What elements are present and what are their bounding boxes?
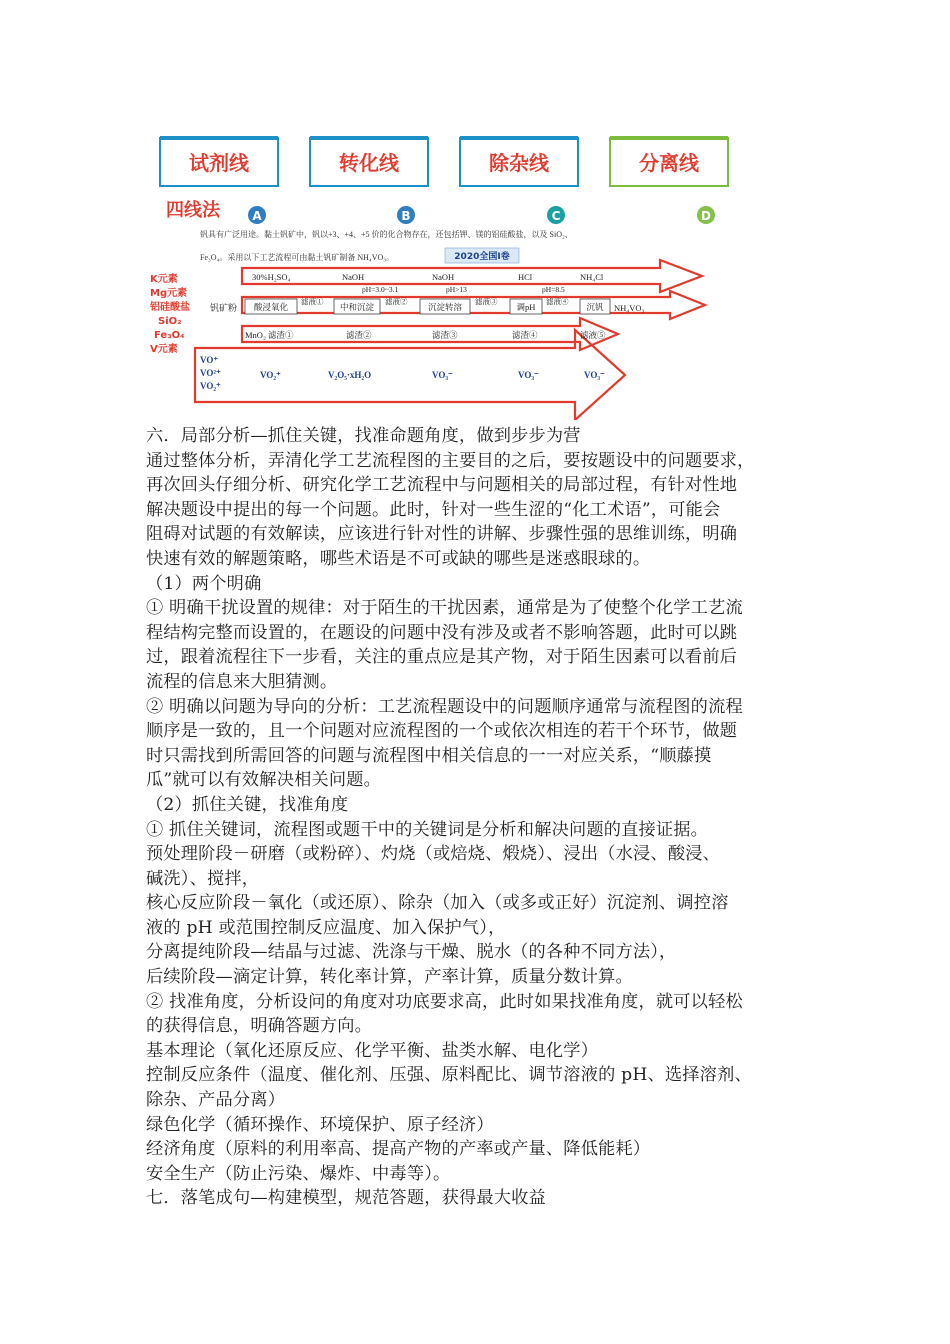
paragraph-line: 核心反应阶段－氧化（或还原）、除杂（加入（或多或正好）沉淀剂、调控溶 <box>146 893 729 914</box>
svg-text:中和沉淀: 中和沉淀 <box>339 302 375 312</box>
svg-text:滤液②: 滤液② <box>385 297 408 306</box>
svg-text:滤液④: 滤液④ <box>546 297 569 306</box>
svg-text:30%H₂SO₄: 30%H₂SO₄ <box>252 272 291 282</box>
svg-text:调pH: 调pH <box>516 302 536 312</box>
card-label: 除杂线 <box>489 151 549 175</box>
svg-text:VO⁺: VO⁺ <box>200 355 219 365</box>
product: NH₄VO₃ <box>614 303 645 313</box>
paragraph-line: 时只需找到所需回答的问题与流程图中相关信息的一一对应关系，“顺藤摸 <box>146 745 712 766</box>
svg-text:铝硅酸盐: 铝硅酸盐 <box>150 302 190 313</box>
svg-text:NH₄Cl: NH₄Cl <box>580 272 604 282</box>
svg-text:滤液③: 滤液③ <box>475 297 498 306</box>
svg-text:HCl: HCl <box>518 272 533 282</box>
svg-text:C: C <box>551 209 561 223</box>
svg-text:滤液⑤: 滤液⑤ <box>580 330 606 340</box>
paragraph-line: 安全生产（防止污染、爆炸、中毒等）。 <box>146 1163 451 1184</box>
intro-line: 钒具有广泛用途。黏土钒矿中，钒以+3、+4、+5 价的化合物存在，还包括钾、镁的铝硅酸盐，以及 SiO₂、 <box>200 230 573 239</box>
paragraph-line: 碱洗）、搅拌， <box>146 868 260 889</box>
paragraph-line: ① 明确干扰设置的规律：对于陌生的干扰因素，通常是为了使整个化学工艺流 <box>146 598 743 619</box>
paragraph-line: 再次回头仔细分析、研究化学工艺流程中与问题相关的局部过程，有针对性地 <box>146 475 738 496</box>
intro-line: Fe₃O₄。采用以下工艺流程可由黏土钒矿制备 NH₄VO₃。 <box>200 253 395 262</box>
subheading: （2）抓住关键，找准角度 <box>146 794 349 815</box>
paragraph-line: 液的 pH 或范围控制反应温度、加入保护气）， <box>146 917 506 938</box>
section-heading: 六．局部分析—抓住关键，找准命题角度，做到步步为营 <box>146 426 581 446</box>
paragraph-line: ② 找准角度，分析设问的角度对功底要求高，此时如果找准角度，就可以轻松 <box>146 991 743 1012</box>
paragraph-line: 分离提纯阶段—结晶与过滤、洗涤与干燥、脱水（的各种不同方法）， <box>146 942 677 963</box>
svg-text:MnO₂ 滤渣①: MnO₂ 滤渣① <box>245 330 294 340</box>
method-title: 四线法 <box>166 200 220 221</box>
svg-text:VO₃⁻: VO₃⁻ <box>432 370 453 380</box>
card-label: 转化线 <box>339 151 399 175</box>
svg-text:滤渣③: 滤渣③ <box>432 330 458 340</box>
exam-badge: 2020全国I卷 <box>454 252 510 262</box>
paragraph-line: 除杂、产品分离） <box>146 1090 286 1111</box>
residue-arrow <box>242 318 618 350</box>
svg-text:pH=8.5: pH=8.5 <box>542 285 565 294</box>
flow-arrows <box>195 260 705 420</box>
paragraph-line: 瓜”就可以有效解决相关问题。 <box>146 770 382 791</box>
conditions-row <box>362 285 565 294</box>
paragraph-line: 阻碍对试题的有效解读，应该进行针对性的讲解、步骤性强的思维训练，明确 <box>146 524 738 545</box>
body-text <box>146 424 826 1211</box>
paragraph-line: 解决题设中提出的每一个问题。此时，针对一些生涩的“化工术语”，可能会 <box>146 499 721 520</box>
paragraph-line: 程结构完整而设置的，在题设的问题中没有涉及或者不影响答题，此时可以跳 <box>146 622 738 643</box>
svg-text:VO₃⁻: VO₃⁻ <box>584 370 605 380</box>
paragraph-line: 顺序是一致的，且一个问题对应流程图的一个或依次相连的若干个环节，做题 <box>146 721 738 742</box>
paragraph-line: 快速有效的解题策略，哪些术语是不可或缺的哪些是迷惑眼球的。 <box>146 548 651 569</box>
svg-text:Mg元素: Mg元素 <box>150 288 188 299</box>
paragraph-line: 的获得信息，明确答题方向。 <box>146 1016 373 1037</box>
paragraph-line: 后续阶段—滴定计算，转化率计算，产率计算，质量分数计算。 <box>146 967 633 988</box>
section-heading: 七．落笔成句—构建模型，规范答题，获得最大收益 <box>146 1188 546 1209</box>
vanadium-species <box>200 355 605 391</box>
svg-text:V₂O₅·xH₂O: V₂O₅·xH₂O <box>328 370 372 380</box>
paragraph-line: 预处理阶段－研磨（或粉碎）、灼烧（或焙烧、煅烧）、浸出（水浸、酸浸、 <box>146 844 720 865</box>
svg-text:滤渣②: 滤渣② <box>346 330 372 340</box>
paragraph-line: 通过整体分析，弄清化学工艺流程图的主要目的之后，要按题设中的问题要求， <box>146 450 755 471</box>
card-separation-line <box>610 136 728 224</box>
reagent-arrow <box>242 260 702 292</box>
residues-row <box>245 330 606 340</box>
svg-text:酸浸氧化: 酸浸氧化 <box>253 302 289 312</box>
svg-text:VO₂⁺: VO₂⁺ <box>260 370 281 380</box>
svg-text:VO₃⁻: VO₃⁻ <box>518 370 539 380</box>
left-element-labels <box>150 272 190 355</box>
svg-text:VO₂⁺: VO₂⁺ <box>200 381 221 391</box>
start-material: 钒矿粉 <box>210 303 238 313</box>
svg-text:VO²⁺: VO²⁺ <box>200 368 221 378</box>
paragraph-line: ② 明确以问题为导向的分析：工艺流程题设中的问题顺序通常与流程图的流程 <box>146 696 743 717</box>
paragraph-line: 过，跟着流程往下一步看，关注的重点应是其产物，对于陌生因素可以看前后 <box>146 647 738 668</box>
svg-text:V元素: V元素 <box>150 344 178 355</box>
svg-text:K元素: K元素 <box>150 274 178 285</box>
svg-text:SiO₂: SiO₂ <box>158 316 182 327</box>
subheading: （1）两个明确 <box>146 573 262 594</box>
svg-text:NaOH: NaOH <box>342 272 365 282</box>
card-label: 分离线 <box>639 151 699 175</box>
svg-text:滤液①: 滤液① <box>301 297 324 306</box>
card-conversion-line <box>310 136 428 224</box>
svg-text:pH>13: pH>13 <box>446 285 467 294</box>
paragraph-line: 绿色化学（循环操作、环境保护、原子经济） <box>146 1114 494 1135</box>
svg-text:pH=3.0~3.1: pH=3.0~3.1 <box>362 285 399 294</box>
process-flow-figure <box>150 130 750 420</box>
reagents-row <box>252 272 604 282</box>
svg-text:沉淀转溶: 沉淀转溶 <box>427 302 463 312</box>
paragraph-line: ① 抓住关键词，流程图或题干中的关键词是分析和解决问题的直接证据。 <box>146 819 709 840</box>
svg-text:NaOH: NaOH <box>432 272 455 282</box>
card-impurity-line <box>460 136 578 224</box>
paragraph-line: 基本理论（氧化还原反应、化学平衡、盐类水解、电化学） <box>146 1040 599 1061</box>
svg-text:A: A <box>252 209 262 223</box>
paragraph-line: 经济角度（原料的利用率高、提高产物的产率或产量、降低能耗） <box>146 1139 651 1160</box>
paragraph-line: 流程的信息来大胆猜测。 <box>146 671 338 692</box>
svg-text:滤渣④: 滤渣④ <box>512 330 538 340</box>
paragraph-line: 控制反应条件（温度、催化剂、压强、原料配比、调节溶液的 pH、选择溶剂、 <box>146 1065 752 1086</box>
svg-text:D: D <box>701 209 711 223</box>
card-label: 试剂线 <box>189 151 249 175</box>
svg-text:沉钒: 沉钒 <box>586 302 604 312</box>
svg-text:Fe₃O₄: Fe₃O₄ <box>154 330 185 341</box>
svg-text:B: B <box>401 209 411 223</box>
